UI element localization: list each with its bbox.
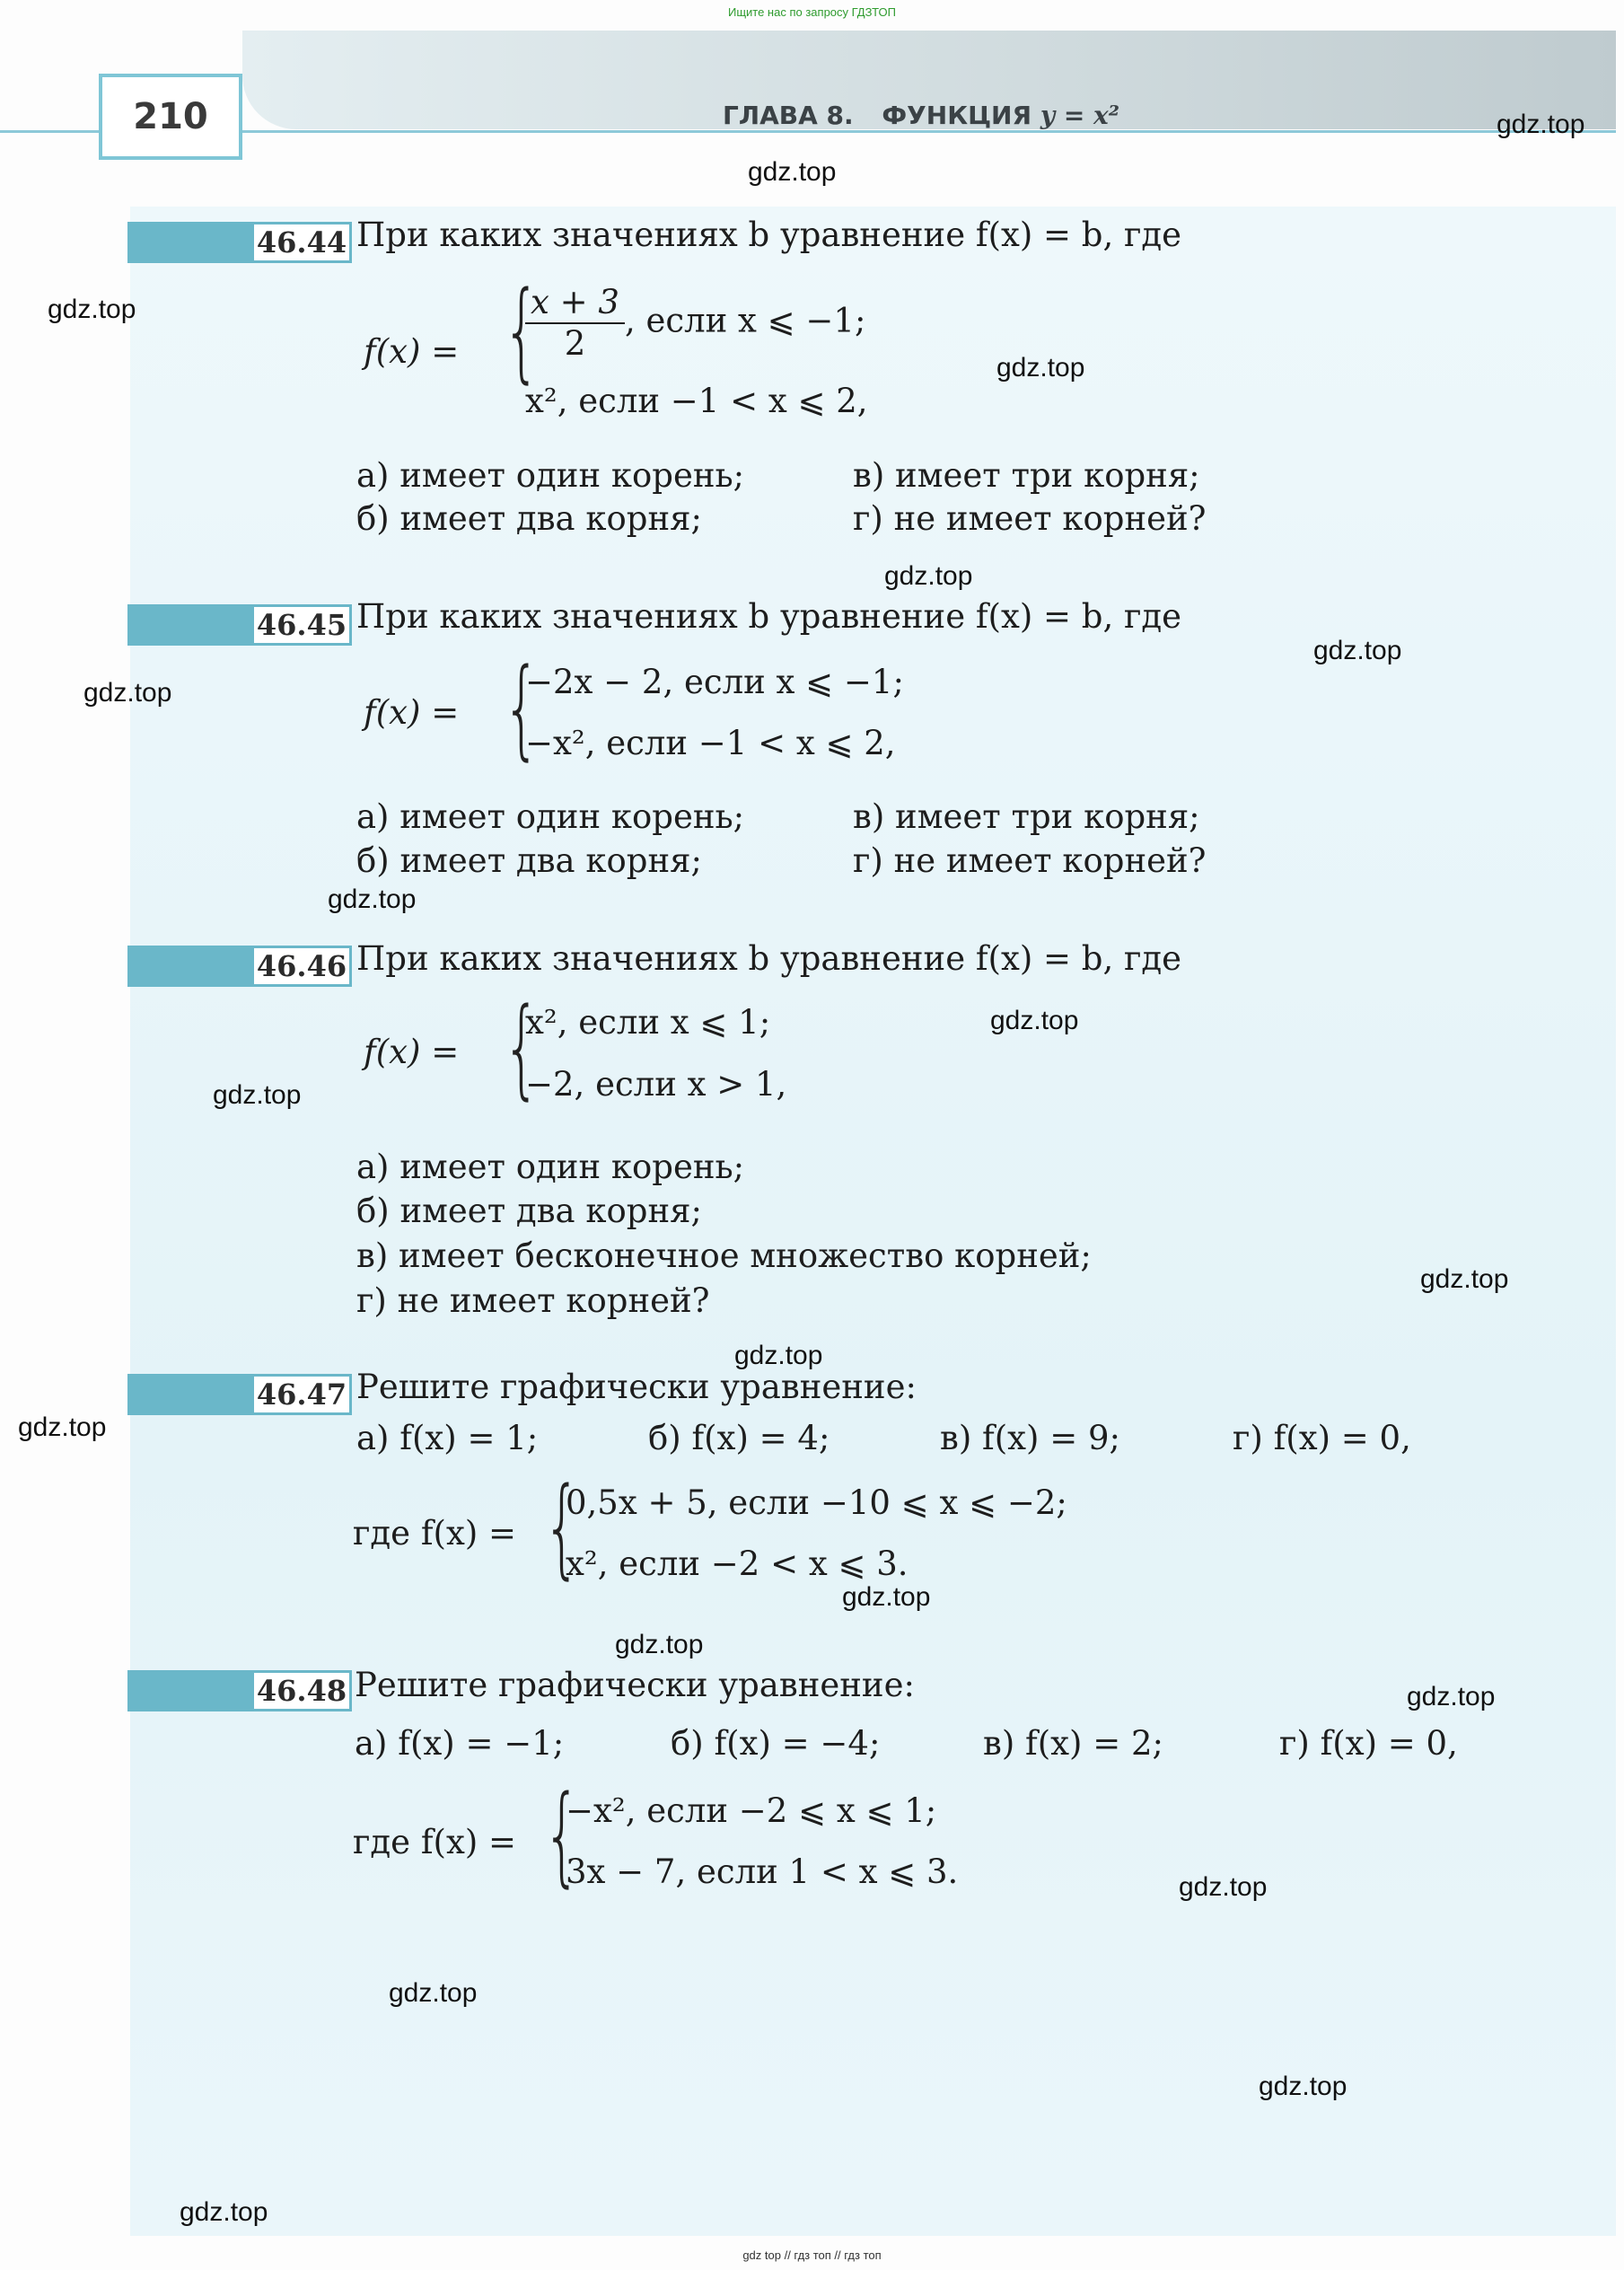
fx-label: f(x) =: [364, 332, 460, 371]
watermark[interactable]: gdz.top: [842, 1582, 931, 1612]
where-label: где f(x) =: [353, 1514, 517, 1553]
chapter-label: ГЛАВА 8.: [723, 101, 854, 130]
watermark[interactable]: gdz.top: [389, 1978, 478, 2008]
case-2: −x², если −1 < x ⩽ 2,: [525, 724, 896, 762]
case-2: 3x − 7, если 1 < x ⩽ 3.: [566, 1852, 959, 1891]
chapter-func: ФУНКЦИЯ: [882, 101, 1032, 130]
option-b: б) f(x) = −4;: [671, 1724, 881, 1763]
option-a: а) имеет один корень;: [356, 797, 745, 836]
numerator: x + 3: [525, 283, 625, 324]
fraction: [525, 283, 625, 364]
number-bar: [127, 1670, 253, 1711]
watermark[interactable]: gdz.top: [48, 295, 136, 324]
exercise-title: При каких значениях b уравнение f(x) = b, где: [356, 597, 1182, 636]
watermark[interactable]: gdz.top: [615, 1630, 704, 1659]
option-a: а) имеет один корень;: [356, 1148, 745, 1186]
watermark[interactable]: gdz.top: [734, 1341, 823, 1370]
number-bar: [127, 604, 253, 646]
chapter-title: [723, 101, 1119, 130]
option-g: г) не имеет корней?: [853, 499, 1207, 538]
exercise-number: 46.44: [251, 222, 352, 263]
top-note[interactable]: Ищите нас по запросу ГДЗТОП: [727, 5, 896, 19]
option-a: а) имеет один корень;: [356, 456, 745, 495]
exercise-title: Решите графически уравнение:: [355, 1666, 915, 1704]
watermark[interactable]: gdz.top: [1420, 1264, 1509, 1294]
denominator: 2: [564, 324, 586, 363]
header-line: [0, 130, 1616, 133]
watermark[interactable]: gdz.top: [1497, 110, 1585, 139]
option-b: б) имеет два корня;: [356, 841, 702, 880]
watermark[interactable]: gdz.top: [1259, 2072, 1347, 2101]
brace: {: [503, 269, 540, 394]
option-v: в) имеет три корня;: [853, 456, 1200, 495]
case-1: [525, 283, 865, 364]
exercise-title: При каких значениях b уравнение f(x) = b, где: [356, 939, 1182, 978]
watermark[interactable]: gdz.top: [328, 884, 417, 914]
option-a: а) f(x) = −1;: [355, 1724, 565, 1763]
brace: {: [543, 1773, 581, 1898]
where-label: где f(x) =: [353, 1823, 517, 1861]
number-bar: [127, 946, 253, 987]
option-b: б) имеет два корня;: [356, 499, 702, 538]
option-g: г) не имеет корней?: [853, 841, 1207, 880]
option-b: б) имеет два корня;: [356, 1192, 702, 1230]
watermark[interactable]: gdz.top: [213, 1080, 302, 1110]
watermark[interactable]: gdz.top: [1407, 1682, 1496, 1711]
number-bar: [127, 1374, 253, 1415]
case-2: x², если −1 < x ⩽ 2,: [525, 382, 868, 420]
case-1: −2x − 2, если x ⩽ −1;: [525, 663, 904, 701]
chapter-formula: y = x²: [1040, 101, 1119, 130]
watermark[interactable]: gdz.top: [18, 1412, 107, 1442]
option-v: в) имеет бесконечное множество корней;: [356, 1236, 1092, 1275]
fx-label: f(x) =: [364, 693, 460, 732]
exercise-number: 46.48: [251, 1670, 352, 1711]
option-g: г) f(x) = 0,: [1233, 1419, 1411, 1457]
exercise-number: 46.46: [251, 946, 352, 987]
exercise-number: 46.47: [251, 1374, 352, 1415]
option-v: в) имеет три корня;: [853, 797, 1200, 836]
case-2: −2, если x > 1,: [525, 1065, 787, 1104]
watermark[interactable]: gdz.top: [1313, 636, 1402, 665]
option-g: г) не имеет корней?: [356, 1281, 710, 1320]
watermark[interactable]: gdz.top: [83, 678, 172, 708]
watermark[interactable]: gdz.top: [884, 561, 973, 591]
fx-label: f(x) =: [364, 1033, 460, 1071]
exercise-title: При каких значениях b уравнение f(x) = b, где: [356, 216, 1182, 254]
case-1: −x², если −2 ⩽ x ⩽ 1;: [566, 1791, 937, 1830]
brace: {: [503, 986, 540, 1111]
page-number: 210: [99, 74, 242, 160]
case-2: x², если −2 < x ⩽ 3.: [566, 1544, 909, 1583]
brace: {: [503, 647, 540, 771]
exercise-title: Решите графически уравнение:: [356, 1368, 917, 1406]
option-v: в) f(x) = 2;: [983, 1724, 1163, 1763]
watermark[interactable]: gdz.top: [996, 353, 1085, 383]
brace: {: [543, 1465, 581, 1590]
bottom-note[interactable]: gdz top // гдз топ // гдз топ: [742, 2248, 882, 2262]
option-b: б) f(x) = 4;: [648, 1419, 830, 1457]
option-a: а) f(x) = 1;: [356, 1419, 539, 1457]
watermark[interactable]: gdz.top: [990, 1006, 1079, 1035]
watermark[interactable]: gdz.top: [748, 157, 837, 187]
option-g: г) f(x) = 0,: [1279, 1724, 1458, 1763]
case-1: 0,5x + 5, если −10 ⩽ x ⩽ −2;: [566, 1483, 1067, 1522]
exercise-number: 46.45: [251, 604, 352, 646]
watermark[interactable]: gdz.top: [1179, 1872, 1268, 1902]
number-bar: [127, 222, 253, 263]
case-1: x², если x ⩽ 1;: [525, 1003, 771, 1042]
watermark[interactable]: gdz.top: [180, 2197, 268, 2227]
option-v: в) f(x) = 9;: [940, 1419, 1120, 1457]
case-1-tail: , если x ⩽ −1;: [624, 301, 866, 340]
